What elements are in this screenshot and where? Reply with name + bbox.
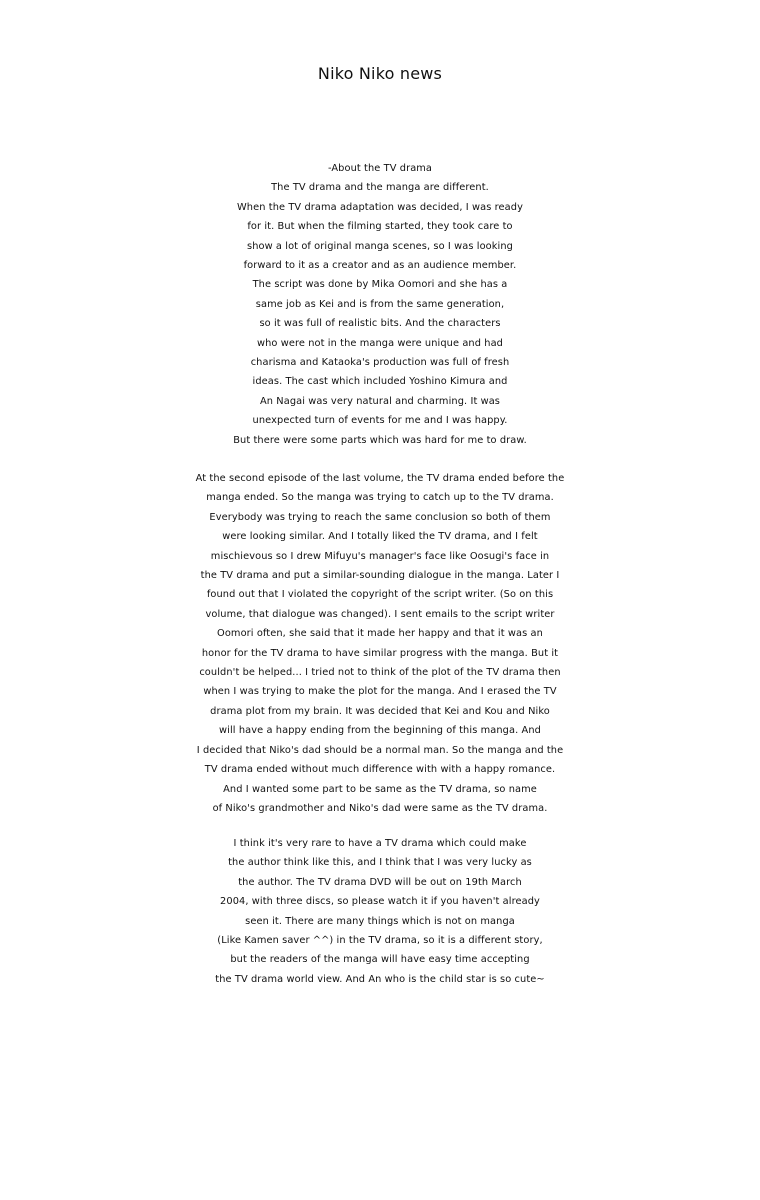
text-line: same job as Kei and is from the same generation, — [255, 298, 505, 310]
text-line: At the second episode of the last volume, the TV drama ended before the — [195, 473, 565, 484]
text-line: But there were some parts which was hard for me to draw. — [233, 434, 527, 446]
text-line: I think it's very rare to have a TV drama which could make — [233, 838, 527, 849]
text-line: Everybody was trying to reach the same conclusion so both of them — [209, 511, 551, 523]
text-line: the author. The TV drama DVD will be out on 19th March — [238, 876, 522, 888]
text-line: Oomori often, she said that it made her happy and that it was an — [217, 628, 543, 640]
text-line: for it. But when the filming started, they took care to — [247, 221, 513, 233]
text-line: unexpected turn of events for me and I was happy. — [252, 415, 508, 427]
text-line: -About the TV drama — [327, 163, 433, 174]
dvd-release-section — [0, 834, 760, 989]
text-line: found out that I violated the copyright of the script writer. (So on this — [206, 589, 554, 601]
text-line: When the TV drama adaptation was decided, I was ready — [237, 201, 523, 213]
text-line: I decided that Niko's dad should be a normal man. So the manga and the — [196, 744, 564, 756]
text-line: but the readers of the manga will have easy time accepting — [230, 954, 530, 966]
text-line: And I wanted some part to be same as the TV drama, so name — [223, 783, 537, 795]
text-line: mischievous so I drew Mifuyu's manager's face like Oosugi's face in — [210, 550, 550, 562]
text-line: of Niko's grandmother and Niko's dad were same as the TV drama. — [212, 802, 548, 814]
text-line: (Like Kamen saver ^^) in the TV drama, so it is a different story, — [217, 935, 543, 947]
text-line: An Nagai was very natural and charming. It was — [259, 395, 501, 407]
text-line: couldn't be helped... I tried not to think of the plot of the TV drama then — [199, 667, 561, 679]
text-line: 2004, with three discs, so please watch it if you haven't already — [220, 896, 540, 908]
last-volume-episode-section — [0, 469, 760, 818]
text-line: so it was full of realistic bits. And the characters — [259, 318, 501, 330]
about-tv-drama-section — [0, 159, 760, 450]
text-line: manga ended. So the manga was trying to catch up to the TV drama. — [206, 492, 554, 504]
text-line: seen it. There are many things which is not on manga — [245, 915, 515, 927]
text-line: show a lot of original manga scenes, so I was looking — [247, 240, 513, 252]
text-line: volume, that dialogue was changed). I sent emails to the script writer — [205, 608, 555, 620]
text-line: forward to it as a creator and as an audience member. — [243, 260, 517, 272]
text-line: were looking similar. And I totally liked the TV drama, and I felt — [222, 531, 538, 543]
text-line: honor for the TV drama to have similar progress with the manga. But it — [201, 647, 559, 659]
text-line: when I was trying to make the plot for the manga. And I erased the TV — [203, 686, 557, 698]
page-title: Niko Niko news — [317, 64, 443, 83]
text-line: TV drama ended without much difference with with a happy romance. — [204, 764, 556, 776]
text-line: the TV drama world view. And An who is the child star is so cute~ — [215, 973, 545, 985]
text-line: who were not in the manga were unique and had — [257, 337, 503, 349]
text-line: The script was done by Mika Oomori and she has a — [252, 279, 508, 291]
text-line: charisma and Kataoka's production was full of fresh — [250, 357, 510, 369]
text-line: The TV drama and the manga are different. — [271, 182, 489, 194]
text-line: ideas. The cast which included Yoshino Kimura and — [252, 376, 508, 388]
text-line: drama plot from my brain. It was decided that Kei and Kou and Niko — [210, 705, 550, 717]
text-line: the author think like this, and I think that I was very lucky as — [228, 857, 532, 869]
text-line: will have a happy ending from the beginning of this manga. And — [219, 725, 541, 737]
text-line: the TV drama and put a similar-sounding dialogue in the manga. Later I — [200, 570, 560, 582]
